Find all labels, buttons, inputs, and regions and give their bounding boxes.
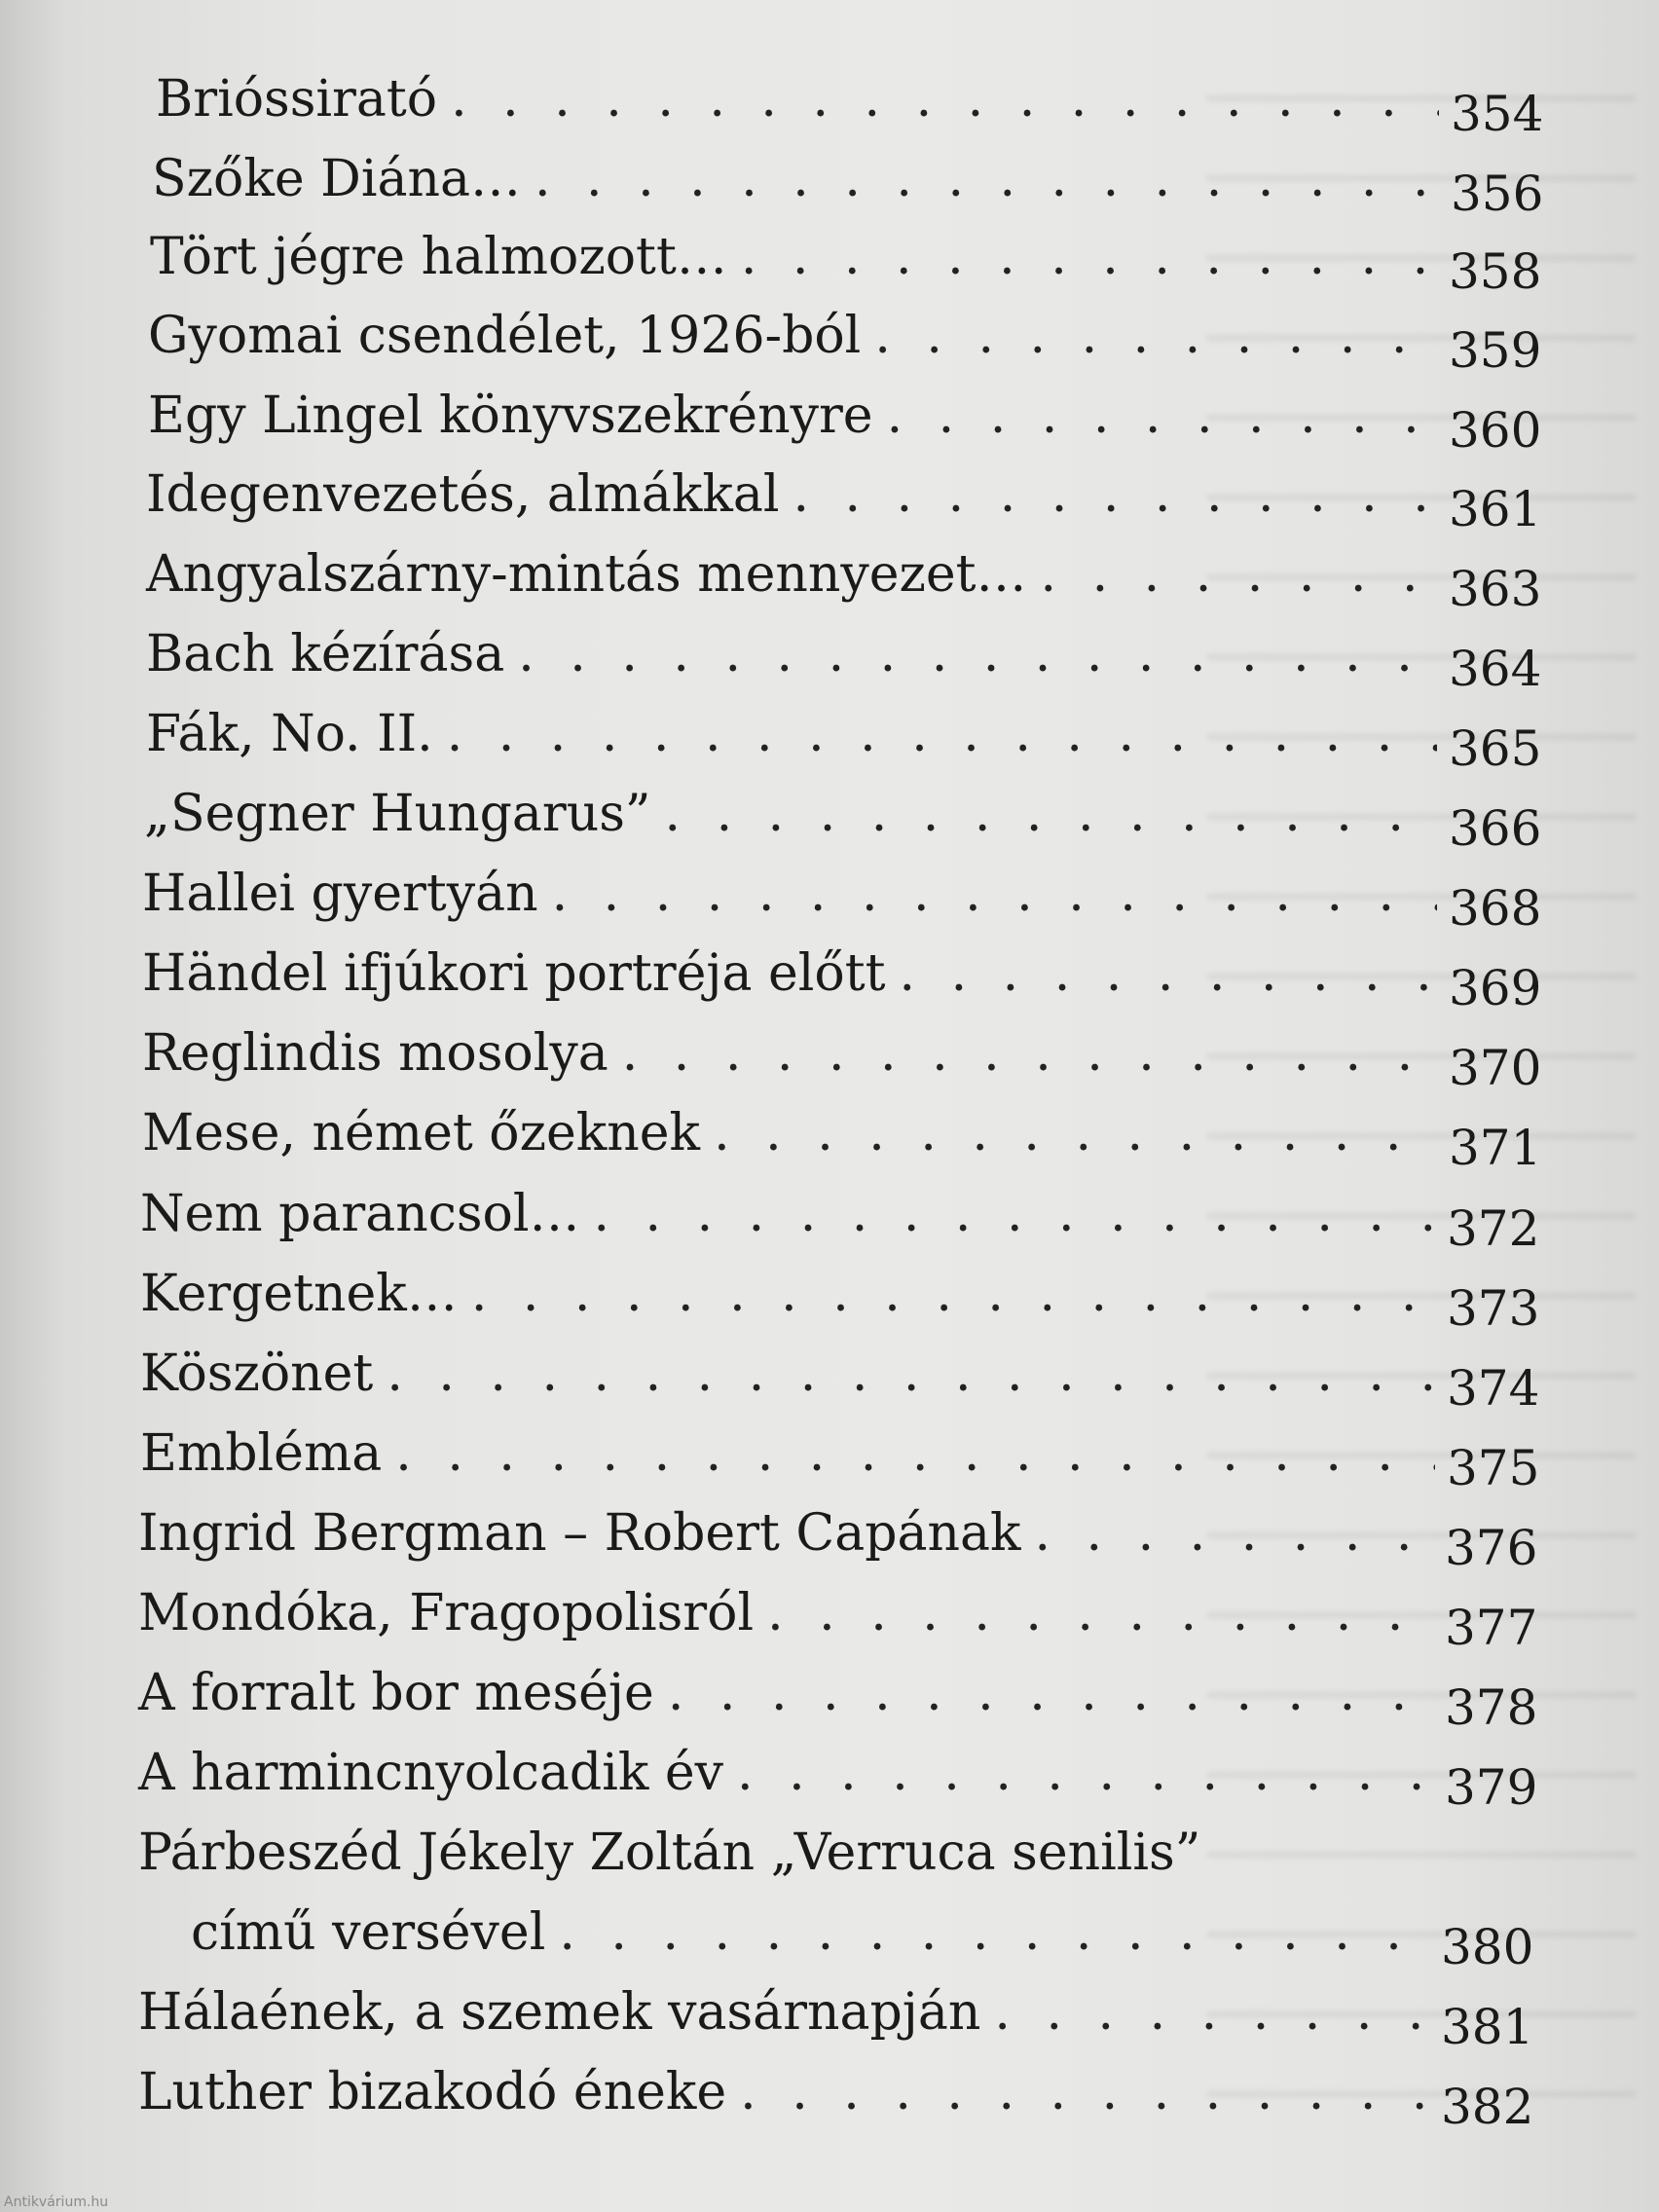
toc-leader-dots xyxy=(1214,1878,1433,1892)
toc-entry xyxy=(142,853,1542,937)
toc-entry-page: 374 xyxy=(1447,1360,1540,1417)
toc-leader-dots xyxy=(559,1907,1429,1972)
toc-entry-page: 364 xyxy=(1449,641,1542,697)
toc-entry xyxy=(140,1413,1540,1496)
toc-leader-dots xyxy=(471,1269,1435,1333)
toc-entry-title: Luther bizakodó éneke xyxy=(138,2063,727,2121)
toc-entry-title: Händel ifjúkori portréja előtt xyxy=(142,944,886,1003)
toc-leader-dots xyxy=(741,232,1437,296)
toc-entry-title: Reglindis mosolya xyxy=(142,1024,608,1083)
toc-leader-dots xyxy=(900,948,1437,1013)
toc-leader-dots xyxy=(447,709,1437,773)
toc-entry xyxy=(140,1253,1540,1337)
toc-entry-page: 373 xyxy=(1447,1280,1540,1337)
toc-entry-page: 371 xyxy=(1449,1120,1542,1176)
toc-entry-title: Párbeszéd Jékely Zoltán „Verruca senilis” xyxy=(138,1824,1201,1882)
toc-entry-title: Hallei gyertyán xyxy=(142,865,538,923)
toc-leader-dots xyxy=(387,1348,1435,1413)
toc-entry xyxy=(150,216,1542,300)
toc-entry-title: Kergetnek… xyxy=(140,1265,458,1323)
toc-entry xyxy=(142,1092,1542,1176)
toc-entry xyxy=(140,1333,1540,1417)
toc-entry xyxy=(146,613,1542,697)
toc-entry-page: 368 xyxy=(1449,880,1542,937)
toc-entry xyxy=(138,1972,1534,2055)
toc-entry-title: Ingrid Bergman – Robert Capának xyxy=(138,1504,1021,1563)
toc-entry-title: Köszönet xyxy=(140,1345,374,1403)
toc-entry-page: 369 xyxy=(1449,960,1542,1016)
toc-entry-page: 361 xyxy=(1449,481,1542,537)
toc-leader-dots xyxy=(887,390,1437,455)
toc-entry-page: 378 xyxy=(1445,1679,1538,1736)
toc-entry xyxy=(148,295,1542,379)
toc-entry-page: 360 xyxy=(1449,402,1542,459)
toc-entry-title: Hálaének, a szemek vasárnapján xyxy=(138,1983,981,2042)
toc-entry-title: „Segner Hungarus” xyxy=(144,785,651,843)
toc-leader-dots xyxy=(714,1108,1437,1172)
toc-entry xyxy=(148,375,1542,459)
toc-leader-dots xyxy=(994,1987,1429,2051)
toc-entry-title: című versével xyxy=(191,1903,546,1962)
toc-leader-dots xyxy=(552,868,1437,933)
toc-entry-title: Mondóka, Fragopolisról xyxy=(138,1584,755,1642)
toc-entry xyxy=(146,693,1542,777)
toc-entry-title: Bach kézírása xyxy=(146,625,505,683)
toc-leader-dots xyxy=(622,1028,1437,1092)
toc-leader-dots xyxy=(594,1189,1436,1253)
toc-entry xyxy=(138,1572,1538,1656)
toc-entry-page: 372 xyxy=(1447,1200,1540,1257)
toc-leader-dots xyxy=(1035,1508,1434,1572)
toc-entry-title: Nem parancsol… xyxy=(140,1185,580,1243)
toc-entry-page: 379 xyxy=(1445,1759,1538,1816)
toc-entry-page: 365 xyxy=(1449,720,1542,777)
toc-entry-page: 358 xyxy=(1449,243,1542,300)
toc-entry-title: Brióssirató xyxy=(156,70,438,129)
toc-entry xyxy=(144,773,1542,857)
toc-entry xyxy=(142,933,1542,1016)
toc-entry-page: 377 xyxy=(1445,1600,1538,1656)
toc-entry xyxy=(142,1013,1542,1096)
toc-leader-dots xyxy=(451,74,1439,138)
toc-entry-page: 382 xyxy=(1441,2079,1534,2135)
toc-leader-dots xyxy=(668,1668,1433,1732)
toc-entry-title: A harmincnyolcadik év xyxy=(138,1744,724,1802)
toc-entry xyxy=(146,534,1542,617)
toc-entry-title: Egy Lingel könyvszekrényre xyxy=(148,387,873,445)
toc-entry-title: Szőke Diána… xyxy=(152,150,521,208)
toc-leader-dots xyxy=(535,154,1439,218)
watermark: Antikvárium.hu xyxy=(4,2194,109,2210)
toc-entry-title: Angyalszárny-mintás mennyezet… xyxy=(146,545,1027,604)
toc-entry xyxy=(138,1732,1538,1816)
toc-leader-dots xyxy=(793,469,1437,534)
toc-entry-page: 376 xyxy=(1445,1520,1538,1576)
toc-entry-title: Gyomai csendélet, 1926-ból xyxy=(148,307,862,365)
toc-entry-page: 375 xyxy=(1447,1440,1540,1496)
toc-entry-title: Mese, német őzeknek xyxy=(142,1104,701,1162)
toc-entry xyxy=(138,1652,1538,1736)
toc-entry-page: 354 xyxy=(1451,86,1544,142)
toc-entry-page: 370 xyxy=(1449,1040,1542,1096)
toc-entry xyxy=(156,58,1544,142)
toc-entry-title: Fák, No. II. xyxy=(146,705,433,763)
toc-entry-page: 380 xyxy=(1441,1919,1534,1975)
toc-entry-title: A forralt bor meséje xyxy=(138,1664,654,1722)
toc-leader-dots xyxy=(1041,549,1437,613)
toc-entry-page: 359 xyxy=(1449,322,1542,379)
toc-leader-dots xyxy=(737,1748,1433,1812)
toc-entry-title: Embléma xyxy=(140,1424,383,1483)
toc-entry xyxy=(152,138,1544,222)
toc-entry xyxy=(138,1812,1532,1892)
toc-leader-dots xyxy=(874,311,1437,375)
toc-entry xyxy=(140,1173,1540,1257)
toc-entry xyxy=(138,1493,1538,1576)
toc-leader-dots xyxy=(395,1428,1435,1493)
toc-leader-dots xyxy=(767,1588,1433,1652)
toc-entry xyxy=(191,1892,1534,1975)
toc-entry-page: 363 xyxy=(1449,561,1542,617)
toc-entry xyxy=(138,2051,1534,2135)
toc-entry xyxy=(146,454,1542,537)
toc-entry-page: 381 xyxy=(1441,1999,1534,2055)
toc-leader-dots xyxy=(740,2067,1429,2131)
toc-leader-dots xyxy=(665,789,1437,853)
toc-entry-title: Tört jégre halmozott… xyxy=(150,228,727,286)
toc-entry-title: Idegenvezetés, almákkal xyxy=(146,465,780,524)
toc-entry-page: 366 xyxy=(1449,800,1542,857)
toc-entry-page: 356 xyxy=(1451,166,1544,222)
toc-leader-dots xyxy=(518,629,1437,693)
